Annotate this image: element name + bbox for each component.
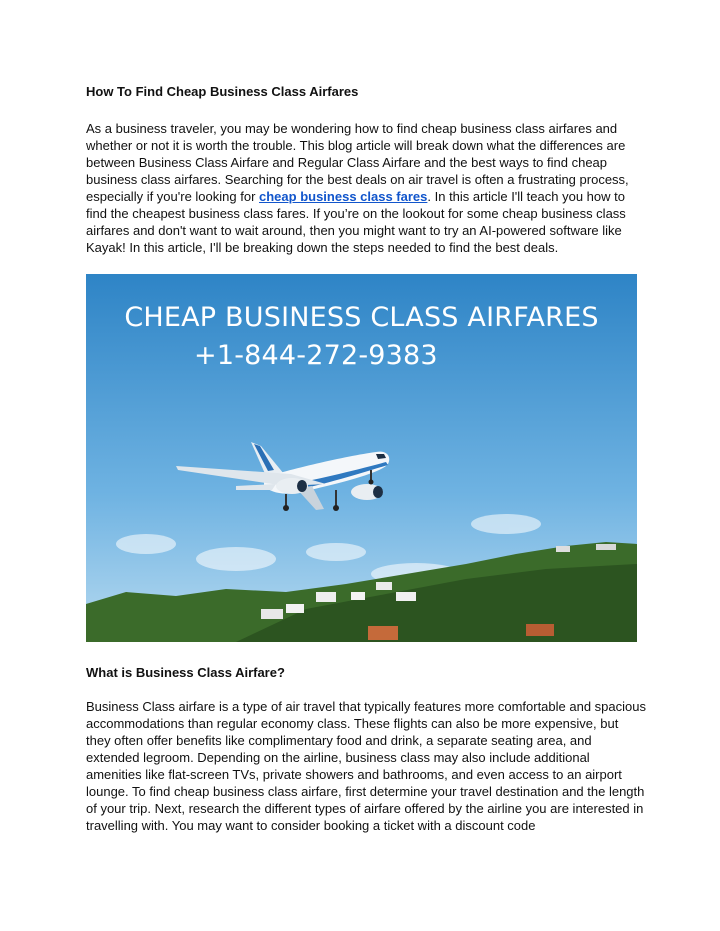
intro-paragraph bbox=[86, 120, 646, 256]
section-paragraph: Business Class airfare is a type of air travel that typically features more comfortable and spacious accommodations than regular economy class. These flights can also be more expensive, but they often offer benefits like complimentary food and drink, a separate seating area, and extended legroom. Depending on the airline, business class may also include additional amenities like flat-screen TVs, private showers and bathrooms, and even access to an airport lounge. To find cheap business class airfare, first determine your travel destination and the length of your trip. Next, research the different types of airfare offered by the airline you are interested in travelling with. You may want to consider booking a ticket with a discount code bbox=[86, 699, 646, 833]
hero-title-text: CHEAP BUSINESS CLASS AIRFARES bbox=[124, 302, 599, 333]
section-heading: What is Business Class Airfare? bbox=[86, 665, 285, 680]
hero-image bbox=[86, 274, 637, 642]
intro-text-before-link: As a business traveler, you may be wondering how to find cheap business class airfares and whether or not it is worth the trouble. This blog article will break down what the differences are between Business Class Airfare and Regular Class Airfare and the best ways to find cheap business class airfares. Searching for the best deals on air travel is often a frustrating process, especially if you're looking for bbox=[86, 121, 629, 204]
cheap-business-class-fares-link[interactable]: cheap business class fares bbox=[259, 189, 428, 204]
article-title: How To Find Cheap Business Class Airfares bbox=[86, 84, 359, 99]
hero-phone-number: +1-844-272-9383 bbox=[194, 340, 438, 371]
intro-text-after-link: . In this article I'll teach you how to find the cheapest business class fares. If you’re on the lookout for some cheap business class airfares and don't want to wait around, then you might want to try an AI-powered software like Kayak! In this article, I'll be breaking down the steps needed to find the best deals. bbox=[86, 189, 626, 255]
